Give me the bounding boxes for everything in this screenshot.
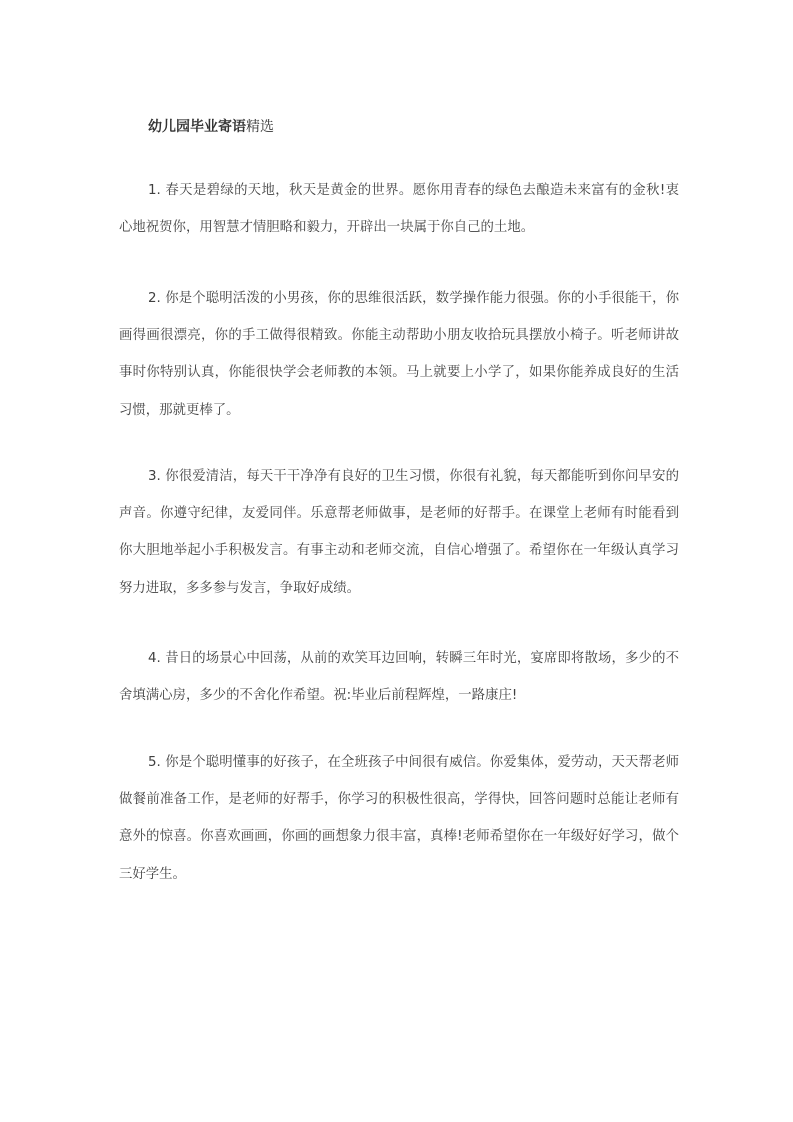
paragraph-2 — [119, 280, 679, 429]
document-title — [148, 116, 274, 138]
title-suffix: 精选 — [246, 119, 274, 135]
paragraph-3 — [119, 458, 679, 607]
paragraph-number: 5. — [148, 755, 161, 770]
paragraph-text: 你是个聪明活泼的小男孩，你的思维很活跃，数学操作能力很强。你的小手很能干，你画得画很漂亮，你的手工做得很精致。你能主动帮助小朋友收拾玩具摆放小椅子。听老师讲故事时你特别认真，你能很快学会老师教的本领。马上就要上小学了，如果你能养成良好的生活习惯，那就更棒了。 — [119, 291, 680, 418]
paragraph-text: 昔日的场景心中回荡，从前的欢笑耳边回响，转瞬三年时光，宴席即将散场，多少的不舍填满心房，多少的不舍化作希望。祝:毕业后前程辉煌，一路康庄! — [119, 651, 680, 704]
paragraph-text: 你很爱清洁，每天干干净净有良好的卫生习惯，你很有礼貌，每天都能听到你问早安的声音。你遵守纪律，友爱同伴。乐意帮老师做事，是老师的好帮手。在课堂上老师有时能看到你大胆地举起小手积极发言。有事主动和老师交流，自信心增强了。希望你在一年级认真学习努力进取，多多参与发言，争取好成绩。 — [119, 469, 680, 596]
paragraph-number: 1. — [148, 183, 161, 198]
paragraph-4 — [119, 640, 679, 714]
title-main: 幼儿园毕业寄语 — [148, 119, 246, 135]
paragraph-number: 4. — [148, 651, 161, 666]
paragraph-number: 3. — [148, 469, 161, 484]
paragraph-5 — [119, 744, 679, 893]
paragraph-number: 2. — [148, 291, 161, 306]
paragraph-text: 你是个聪明懂事的好孩子，在全班孩子中间很有威信。你爱集体，爱劳动，天天帮老师做餐前准备工作，是老师的好帮手，你学习的积极性很高，学得快，回答问题时总能让老师有意外的惊喜。你喜欢画画，你画的画想象力很丰富，真棒!老师希望你在一年级好好学习，做个三好学生。 — [119, 755, 680, 882]
paragraph-text: 春天是碧绿的天地，秋天是黄金的世界。愿你用青春的绿色去酿造未来富有的金秋!衷心地祝贺你，用智慧才情胆略和毅力，开辟出一块属于你自己的土地。 — [119, 183, 679, 236]
paragraph-1 — [119, 172, 679, 246]
